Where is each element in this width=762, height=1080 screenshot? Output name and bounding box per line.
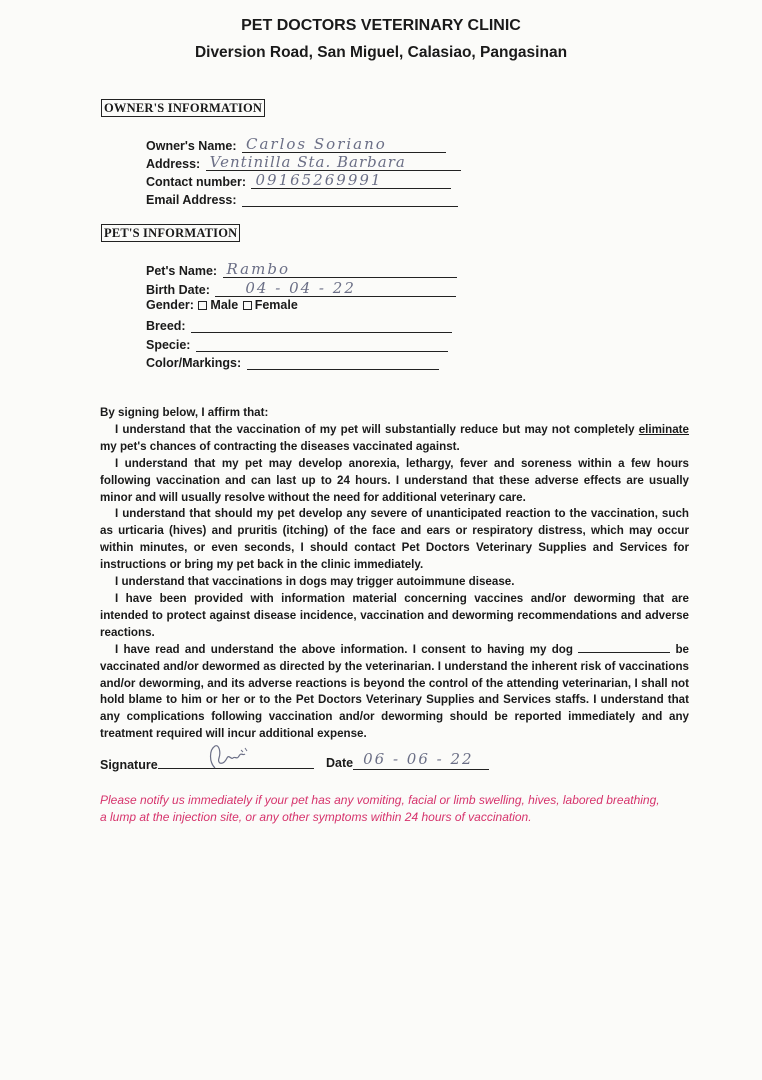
owner-address-value: Ventinilla Sta. Barbara	[209, 153, 406, 171]
notice-text: Please notify us immediately if your pet has any vomiting, facial or limb swelling, hives, labored breathing, a lump at the injection site, or any other symptoms within 24 hours of vaccination.	[100, 793, 660, 824]
date-row	[326, 750, 489, 770]
pet-color-label: Color/Markings:	[146, 356, 242, 370]
owner-name-label: Owner's Name:	[146, 139, 237, 153]
pet-birthdate-label: Birth Date:	[146, 283, 210, 297]
signature-label: Signature	[100, 758, 158, 772]
pet-specie-field[interactable]	[196, 335, 448, 352]
owner-contact-value: 09165269991	[255, 171, 383, 189]
pet-gender-row	[146, 298, 298, 316]
female-checkbox[interactable]	[243, 301, 252, 310]
dog-name-blank[interactable]	[578, 642, 670, 653]
consent-paragraph-6: I have read and understand the above information. I consent to having my dog be vaccinated and/or dewormed as directed by the veterinarian. I understand the inherent risk of vaccinations and/or deworming, and its adverse reactions is beyond the control of the attending veterinarian, I shall not hold blame to him or her or to the Pet Doctors Veterinary Supplies and Services staffs. I understand that any complications following vaccination and/or deworming should be reported immediately and any treatment required will incur additional expense.	[100, 642, 689, 741]
consent-paragraph-4: I understand that vaccinations in dogs may trigger autoimmune disease.	[115, 575, 515, 589]
pet-specie-label: Specie:	[146, 338, 191, 352]
pet-breed-field[interactable]	[191, 316, 452, 333]
owner-email-field[interactable]	[242, 190, 458, 207]
pet-color-row	[146, 353, 439, 371]
consent-intro: By signing below, I affirm that:	[100, 406, 269, 419]
female-option-label: Female	[254, 298, 298, 312]
male-option-label: Male	[210, 298, 239, 312]
pet-section-title: PET'S INFORMATION	[101, 224, 240, 242]
date-field[interactable]	[353, 750, 489, 770]
owner-name-field[interactable]	[242, 136, 446, 153]
owner-email-row	[146, 190, 458, 208]
pet-birthdate-value: 04 - 04 - 22	[245, 279, 356, 297]
owner-name-value: Carlos Soriano	[246, 135, 387, 153]
pet-name-value: Rambo	[226, 260, 290, 278]
consent-paragraph-3: I understand that should my pet develop any severe of unanticipated reaction to the vaccination, such as urticaria (hives) and pruritis (itching) of the face and ears or respiratory distress, which may occur within minutes, or even seconds, I should contact Pet Doctors Veterinary Supplies and Services for instructions or bring my pet back in the clinic immediately.	[100, 507, 689, 572]
owner-contact-label: Contact number:	[146, 175, 246, 189]
pet-name-row	[146, 261, 457, 279]
owner-email-label: Email Address:	[146, 193, 237, 207]
pet-birthdate-field[interactable]	[215, 280, 456, 297]
owner-contact-row	[146, 172, 451, 190]
date-value: 06 - 06 - 22	[363, 750, 474, 768]
pet-name-field[interactable]	[223, 261, 457, 278]
consent-text	[100, 405, 689, 743]
pet-birthdate-row	[146, 280, 456, 298]
date-label: Date	[326, 756, 354, 770]
pet-color-field[interactable]	[247, 353, 439, 370]
pet-gender-label: Gender:	[146, 298, 194, 312]
consent-paragraph-2: I understand that my pet may develop anorexia, lethargy, fever and soreness within a few hours following vaccination and can last up to 24 hours. I understand that these adverse effects are usually minor and will usually resolve without the need for additional veterinary care.	[100, 456, 689, 504]
owner-section-title: OWNER'S INFORMATION	[101, 99, 265, 117]
pet-specie-row	[146, 335, 448, 353]
pet-breed-row	[146, 316, 452, 334]
clinic-name: PET DOCTORS VETERINARY CLINIC	[241, 17, 521, 34]
owner-address-field[interactable]	[206, 154, 461, 171]
owner-address-label: Address:	[146, 157, 201, 171]
pet-breed-label: Breed:	[146, 319, 186, 333]
clinic-address: Diversion Road, San Miguel, Calasiao, Pangasinan	[194, 44, 568, 61]
owner-contact-field[interactable]	[251, 172, 451, 189]
owner-name-row	[146, 136, 446, 154]
male-checkbox[interactable]	[198, 301, 207, 310]
consent-paragraph-1: I understand that the vaccination of my pet will substantially reduce but may not completely eliminate my pet's chances of contracting the diseases vaccinated against.	[100, 422, 689, 453]
signature-scribble	[205, 742, 255, 776]
pet-name-label: Pet's Name:	[146, 264, 218, 278]
consent-paragraph-5: I have been provided with information material concerning vaccines and/or deworming that are intended to protect against disease incidence, vaccination and deworming recommendations and adverse reactions.	[100, 591, 689, 639]
owner-address-row	[146, 154, 461, 172]
